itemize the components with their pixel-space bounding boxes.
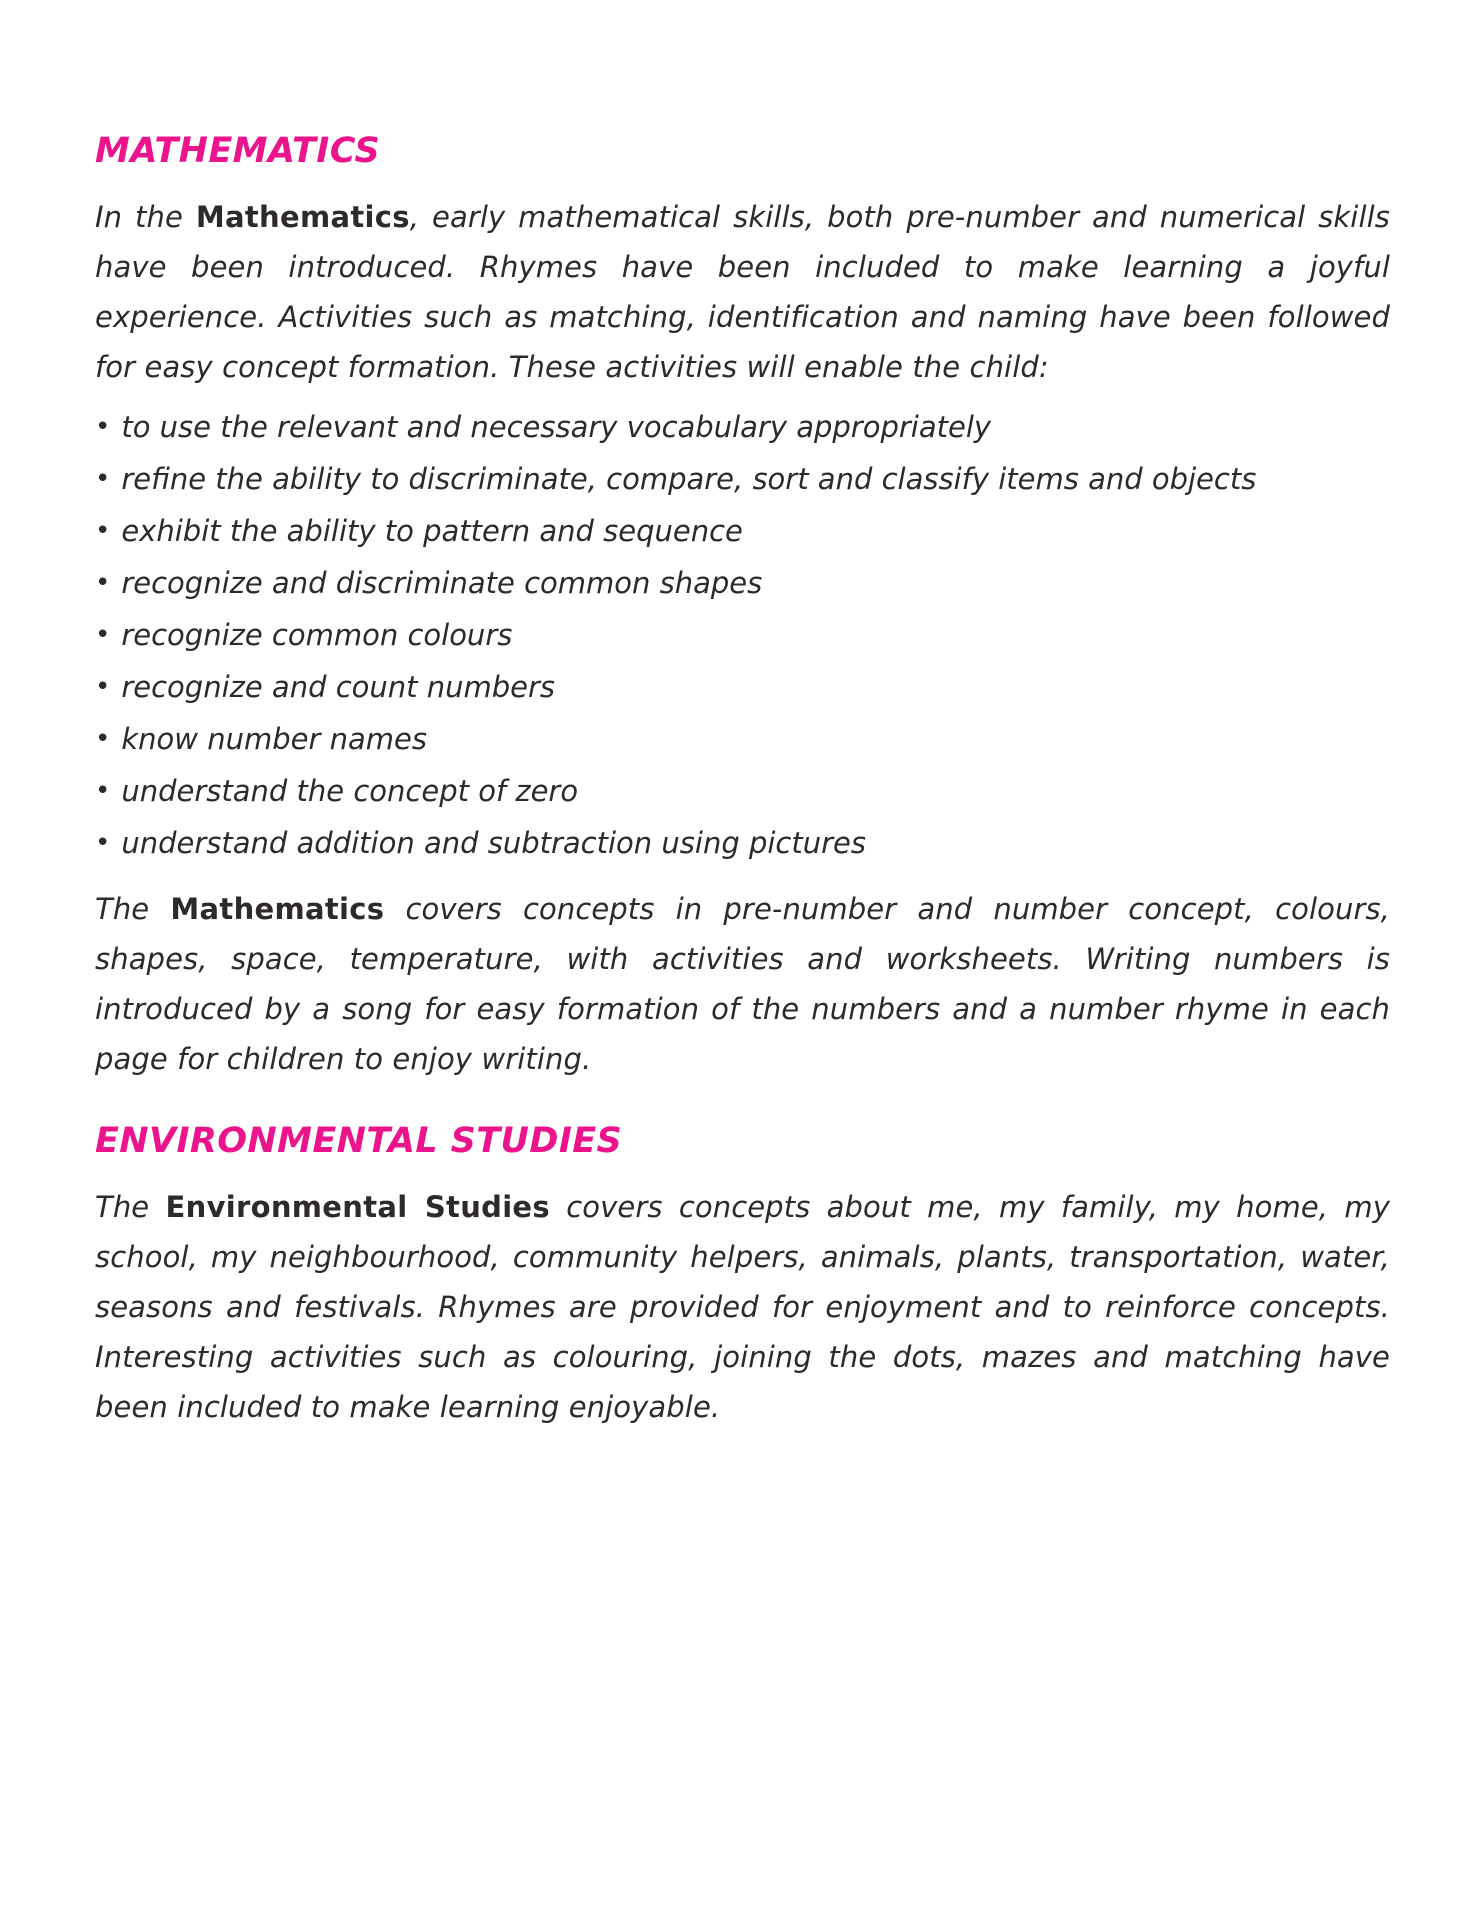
- bullet-icon: •: [95, 412, 111, 442]
- heading-environmental-studies: ENVIRONMENTAL STUDIES: [95, 1121, 623, 1161]
- bullet-item: [95, 402, 1390, 454]
- bullet-item: [95, 454, 1390, 506]
- bullet-text: know number names: [121, 722, 427, 756]
- evs-text-prefix: The: [95, 1190, 166, 1224]
- intro-text-bold: Mathematics: [195, 200, 410, 234]
- evs-text-rest: covers concepts about me, my family, my home, my school, my neighbourhood, community helpers, animals, plants, transportation, water, seasons and festivals. Rhymes are provided for enjoyment and to reinforce concepts. Interesting activities such as colouring, joining the dots, mazes and matching have been included to make learning enjoyable.: [95, 1190, 1390, 1424]
- bullet-text: exhibit the ability to pattern and sequence: [121, 514, 743, 548]
- bullet-item: [95, 714, 1390, 766]
- bullet-text: to use the relevant and necessary vocabulary appropriately: [121, 410, 992, 444]
- bullet-text: recognize and discriminate common shapes: [121, 566, 763, 600]
- bullet-icon: •: [95, 724, 111, 754]
- closing-text-rest: covers concepts in pre-number and number concept, colours, shapes, space, temperature, with activities and worksheets. Writing numbers is introduced by a song for easy formation of the numbers and a number rhyme in each page for children to enjoy writing.: [95, 892, 1391, 1076]
- intro-text-prefix: In the: [95, 200, 196, 234]
- bullet-icon: •: [95, 776, 111, 806]
- closing-text-bold: Mathematics: [170, 892, 385, 926]
- bullet-text: recognize common colours: [121, 618, 513, 652]
- bullet-icon: •: [95, 516, 111, 546]
- bullet-item: [95, 766, 1390, 818]
- bullet-icon: •: [95, 620, 111, 650]
- bullet-icon: •: [95, 568, 111, 598]
- bullet-item: [95, 662, 1390, 714]
- bullet-item: [95, 506, 1390, 558]
- mathematics-intro-paragraph: [95, 192, 1390, 392]
- bullet-icon: •: [95, 828, 111, 858]
- bullet-icon: •: [95, 672, 111, 702]
- mathematics-bullet-list: [95, 402, 1390, 870]
- bullet-text: understand addition and subtraction using pictures: [121, 826, 866, 860]
- bullet-text: understand the concept of zero: [121, 774, 579, 808]
- evs-text-bold: Environmental Studies: [165, 1190, 550, 1224]
- bullet-item: [95, 558, 1390, 610]
- environmental-studies-paragraph: [95, 1182, 1390, 1432]
- bullet-item: [95, 818, 1390, 870]
- bullet-text: recognize and count numbers: [121, 670, 556, 704]
- closing-text-prefix: The: [95, 892, 171, 926]
- intro-text-rest: , early mathematical skills, both pre-number and numerical skills have been introduced. Rhymes have been included to make learning a joyful experience. Activities such as matching, identification and naming have been followed for easy concept formation. These activities will enable the child:: [95, 200, 1390, 384]
- bullet-text: refine the ability to discriminate, compare, sort and classify items and objects: [121, 462, 1257, 496]
- heading-mathematics: MATHEMATICS: [95, 131, 381, 171]
- mathematics-closing-paragraph: [95, 884, 1390, 1084]
- bullet-icon: •: [95, 464, 111, 494]
- bullet-item: [95, 610, 1390, 662]
